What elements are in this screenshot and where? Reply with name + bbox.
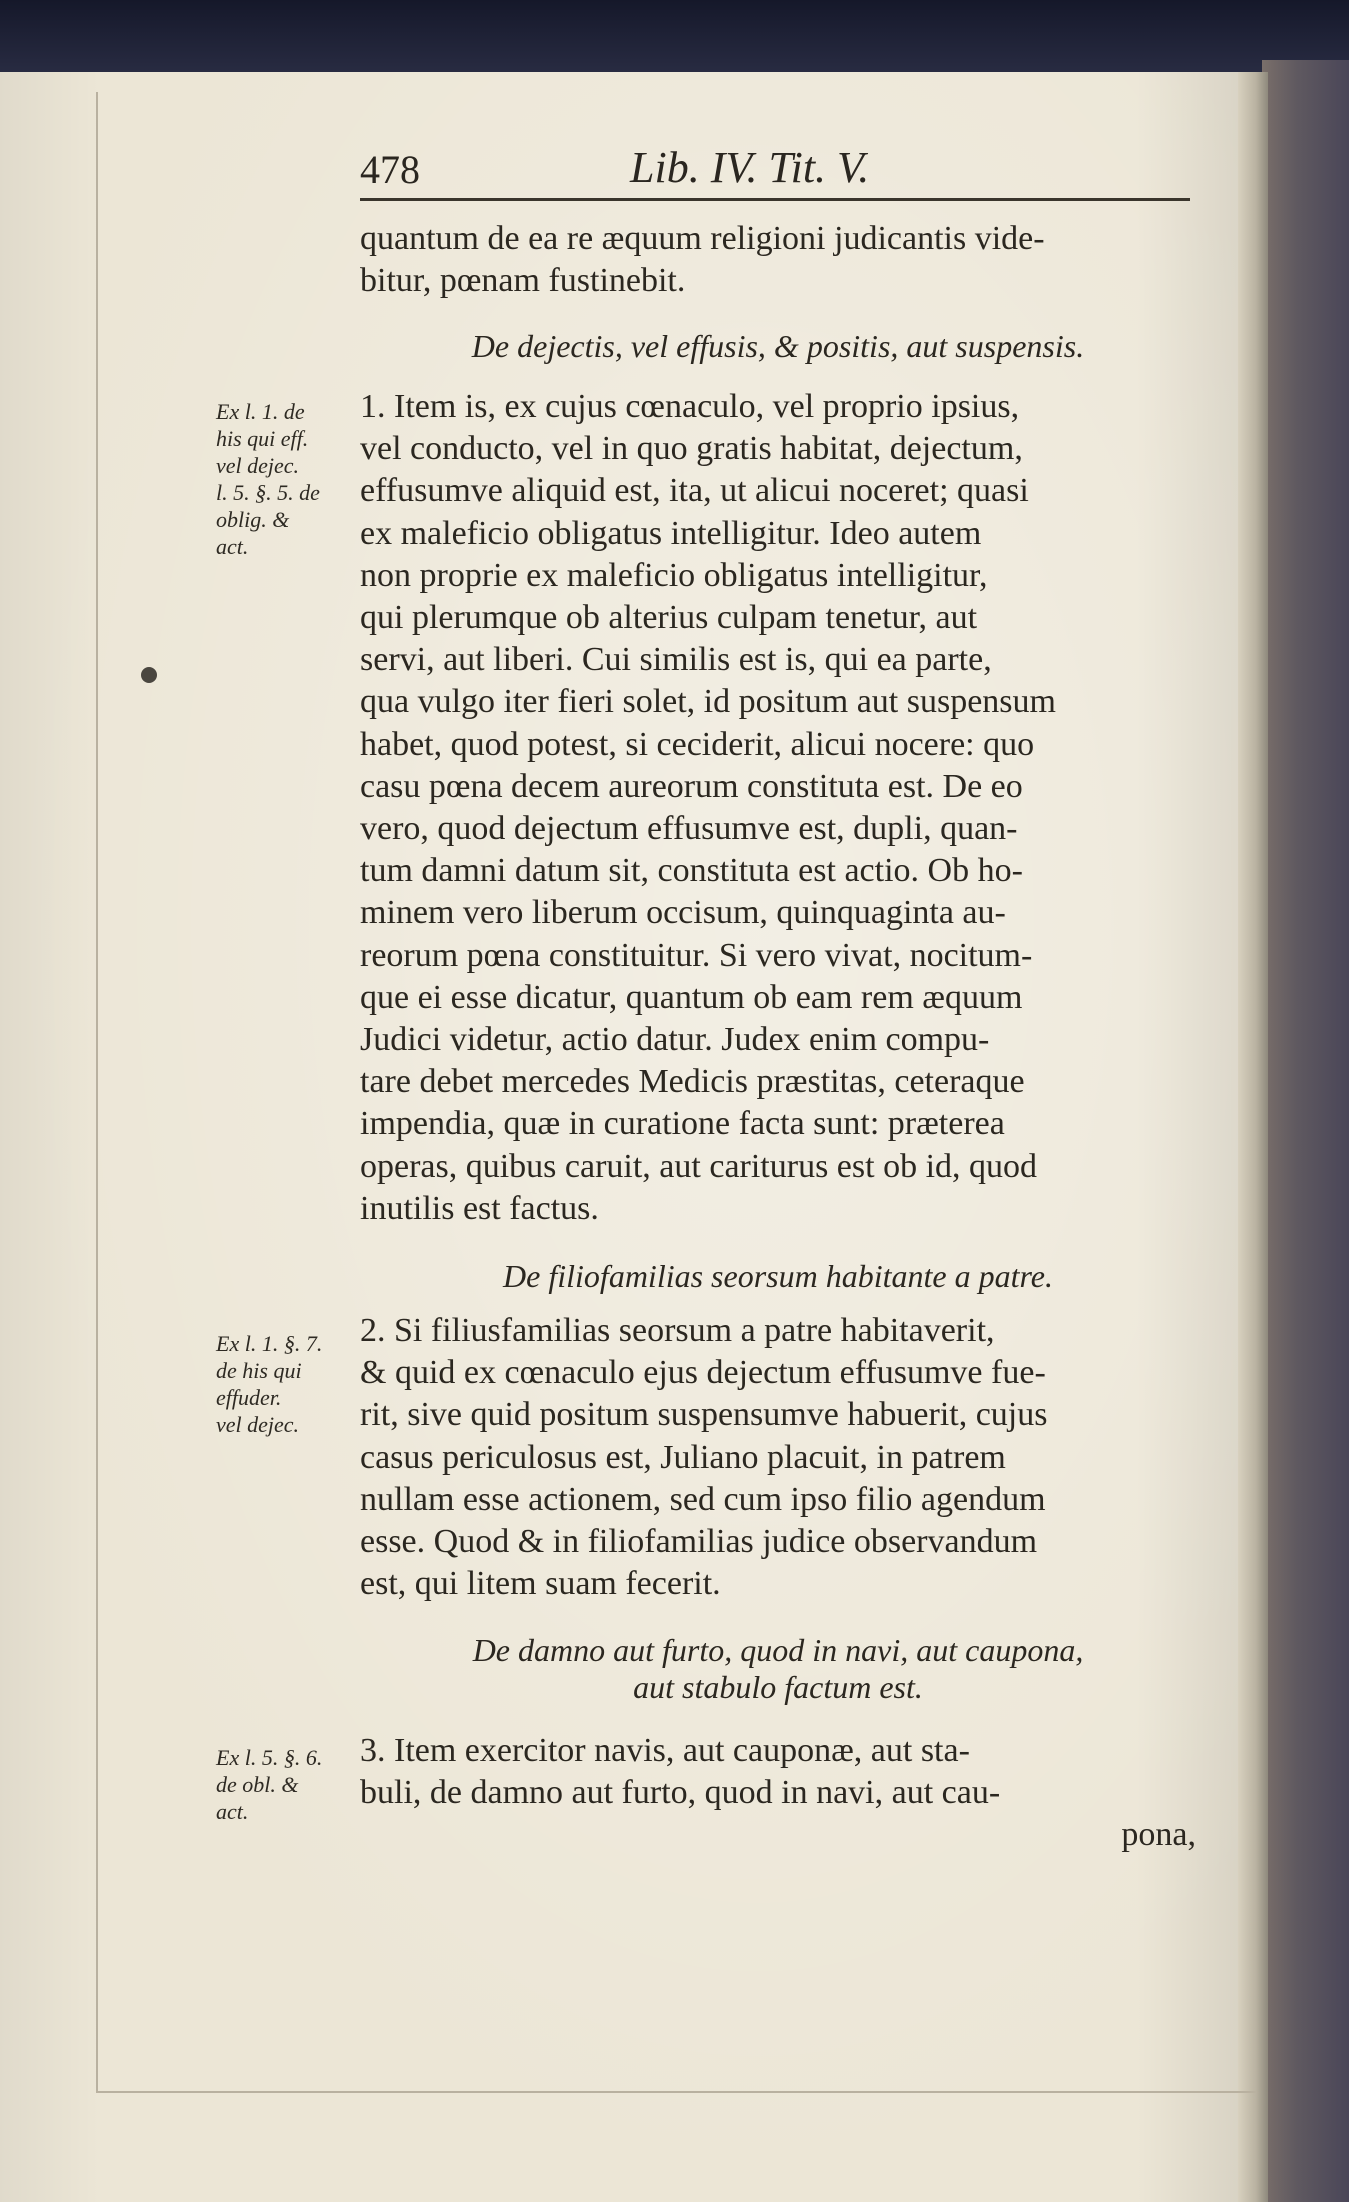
citation-line: vel dejec. <box>216 453 300 478</box>
text-line: non proprie ex maleficio obligatus intelligitur, <box>360 556 988 594</box>
text-line: & quid ex cœnaculo ejus dejectum effusumve fue- <box>360 1354 1046 1392</box>
ink-speck <box>141 667 157 683</box>
margin-citation-2 <box>216 1330 366 1438</box>
text-line: est, qui litem suam fecerit. <box>360 1565 721 1603</box>
running-head <box>360 140 1190 200</box>
text-line: casu pœna decem aureorum constituta est. De eo <box>360 767 1023 805</box>
page-gutter-shadow <box>1238 72 1268 2202</box>
paragraph-2 <box>360 1310 1196 1605</box>
text-line: effusumve aliquid est, ita, ut alicui noceret; quasi <box>360 472 1029 510</box>
text-line: reorum pœna constituitur. Si vero vivat, nocitum- <box>360 936 1033 974</box>
text-line: rit, sive quid positum suspensumve habuerit, cujus <box>360 1396 1048 1434</box>
citation-line: Ex l. 5. §. 6. <box>216 1745 323 1770</box>
text-line: 2. Si filiusfamilias seorsum a patre habitaverit, <box>360 1312 995 1349</box>
text-line: bitur, pœnam fustinebit. <box>360 262 686 300</box>
text-line: tum damni datum sit, constituta est actio. Ob ho- <box>360 852 1023 890</box>
header-rule <box>360 198 1190 201</box>
citation-line: effuder. <box>216 1385 282 1410</box>
text-line: operas, quibus caruit, aut cariturus est ob id, quod <box>360 1147 1038 1185</box>
text-line: vero, quod dejectum effusumve est, dupli, quan- <box>360 810 1018 848</box>
text-line: quantum de ea re æquum religioni judicantis vide- <box>360 220 1045 257</box>
citation-line: Ex l. 1. de <box>216 399 305 424</box>
section-heading-1: De dejectis, vel effusis, & positis, aut suspensis. <box>471 328 1085 364</box>
text-line: minem vero liberum occisum, quinquaginta au- <box>360 894 1006 932</box>
heading-line: De damno aut furto, quod in navi, aut caupona, <box>472 1632 1084 1668</box>
text-line: Judici videtur, actio datur. Judex enim compu- <box>360 1021 990 1059</box>
text-line: impendia, quæ in curatione facta sunt: præterea <box>360 1105 1005 1143</box>
scan-background-top <box>0 0 1349 80</box>
citation-line: act. <box>216 534 249 559</box>
text-line: pona, <box>1121 1816 1196 1854</box>
citation-line: l. 5. §. 5. de <box>216 480 320 505</box>
citation-line: de obl. & <box>216 1772 299 1797</box>
page-number: 478 <box>360 147 420 192</box>
citation-line: vel dejec. <box>216 1412 300 1437</box>
page-frame-bottom <box>96 2091 1256 2093</box>
citation-line: oblig. & <box>216 507 290 532</box>
text-line: vel conducto, vel in quo gratis habitat, dejectum, <box>360 430 1023 468</box>
text-line: buli, de damno aut furto, quod in navi, aut cau- <box>360 1774 1001 1812</box>
text-line: 1. Item is, ex cujus cœnaculo, vel proprio ipsius, <box>360 388 1020 425</box>
margin-citation-3 <box>216 1744 366 1825</box>
text-line: nullam esse actionem, sed cum ipso filio agendum <box>360 1480 1046 1518</box>
section-heading-2: De filiofamilias seorsum habitante a patre. <box>503 1258 1053 1294</box>
citation-line: de his qui <box>216 1358 302 1383</box>
text-line: tare debet mercedes Medicis præstitas, ceteraque <box>360 1063 1025 1101</box>
continuation-paragraph <box>360 218 1196 302</box>
running-title: Lib. IV. Tit. V. <box>630 143 870 192</box>
margin-citation-1 <box>216 398 366 560</box>
text-line: habet, quod potest, si ceciderit, alicui nocere: quo <box>360 725 1035 763</box>
text-line: inutilis est factus. <box>360 1189 599 1227</box>
citation-line: his qui eff. <box>216 426 309 451</box>
citation-line: Ex l. 1. §. 7. <box>216 1331 323 1356</box>
text-line: ex maleficio obligatus intelligitur. Ideo autem <box>360 514 982 552</box>
paragraph-3 <box>360 1730 1196 1857</box>
text-line: esse. Quod & in filiofamilias judice observandum <box>360 1523 1038 1561</box>
text-line: que ei esse dicatur, quantum ob eam rem æquum <box>360 978 1023 1016</box>
page-frame-left <box>96 92 98 2092</box>
text-line: qua vulgo iter fieri solet, id positum aut suspensum <box>360 683 1056 721</box>
section-heading-3 <box>360 1632 1196 1706</box>
text-line: qui plerumque ob alterius culpam tenetur, aut <box>360 599 978 637</box>
citation-line: act. <box>216 1799 249 1824</box>
paragraph-1 <box>360 386 1196 1230</box>
text-line: 3. Item exercitor navis, aut cauponæ, aut sta- <box>360 1732 970 1769</box>
text-line: servi, aut liberi. Cui similis est is, qui ea parte, <box>360 641 992 679</box>
heading-line: aut stabulo factum est. <box>633 1669 923 1705</box>
book-binding <box>1262 60 1349 2202</box>
text-line: casus periculosus est, Juliano placuit, in patrem <box>360 1438 1006 1476</box>
